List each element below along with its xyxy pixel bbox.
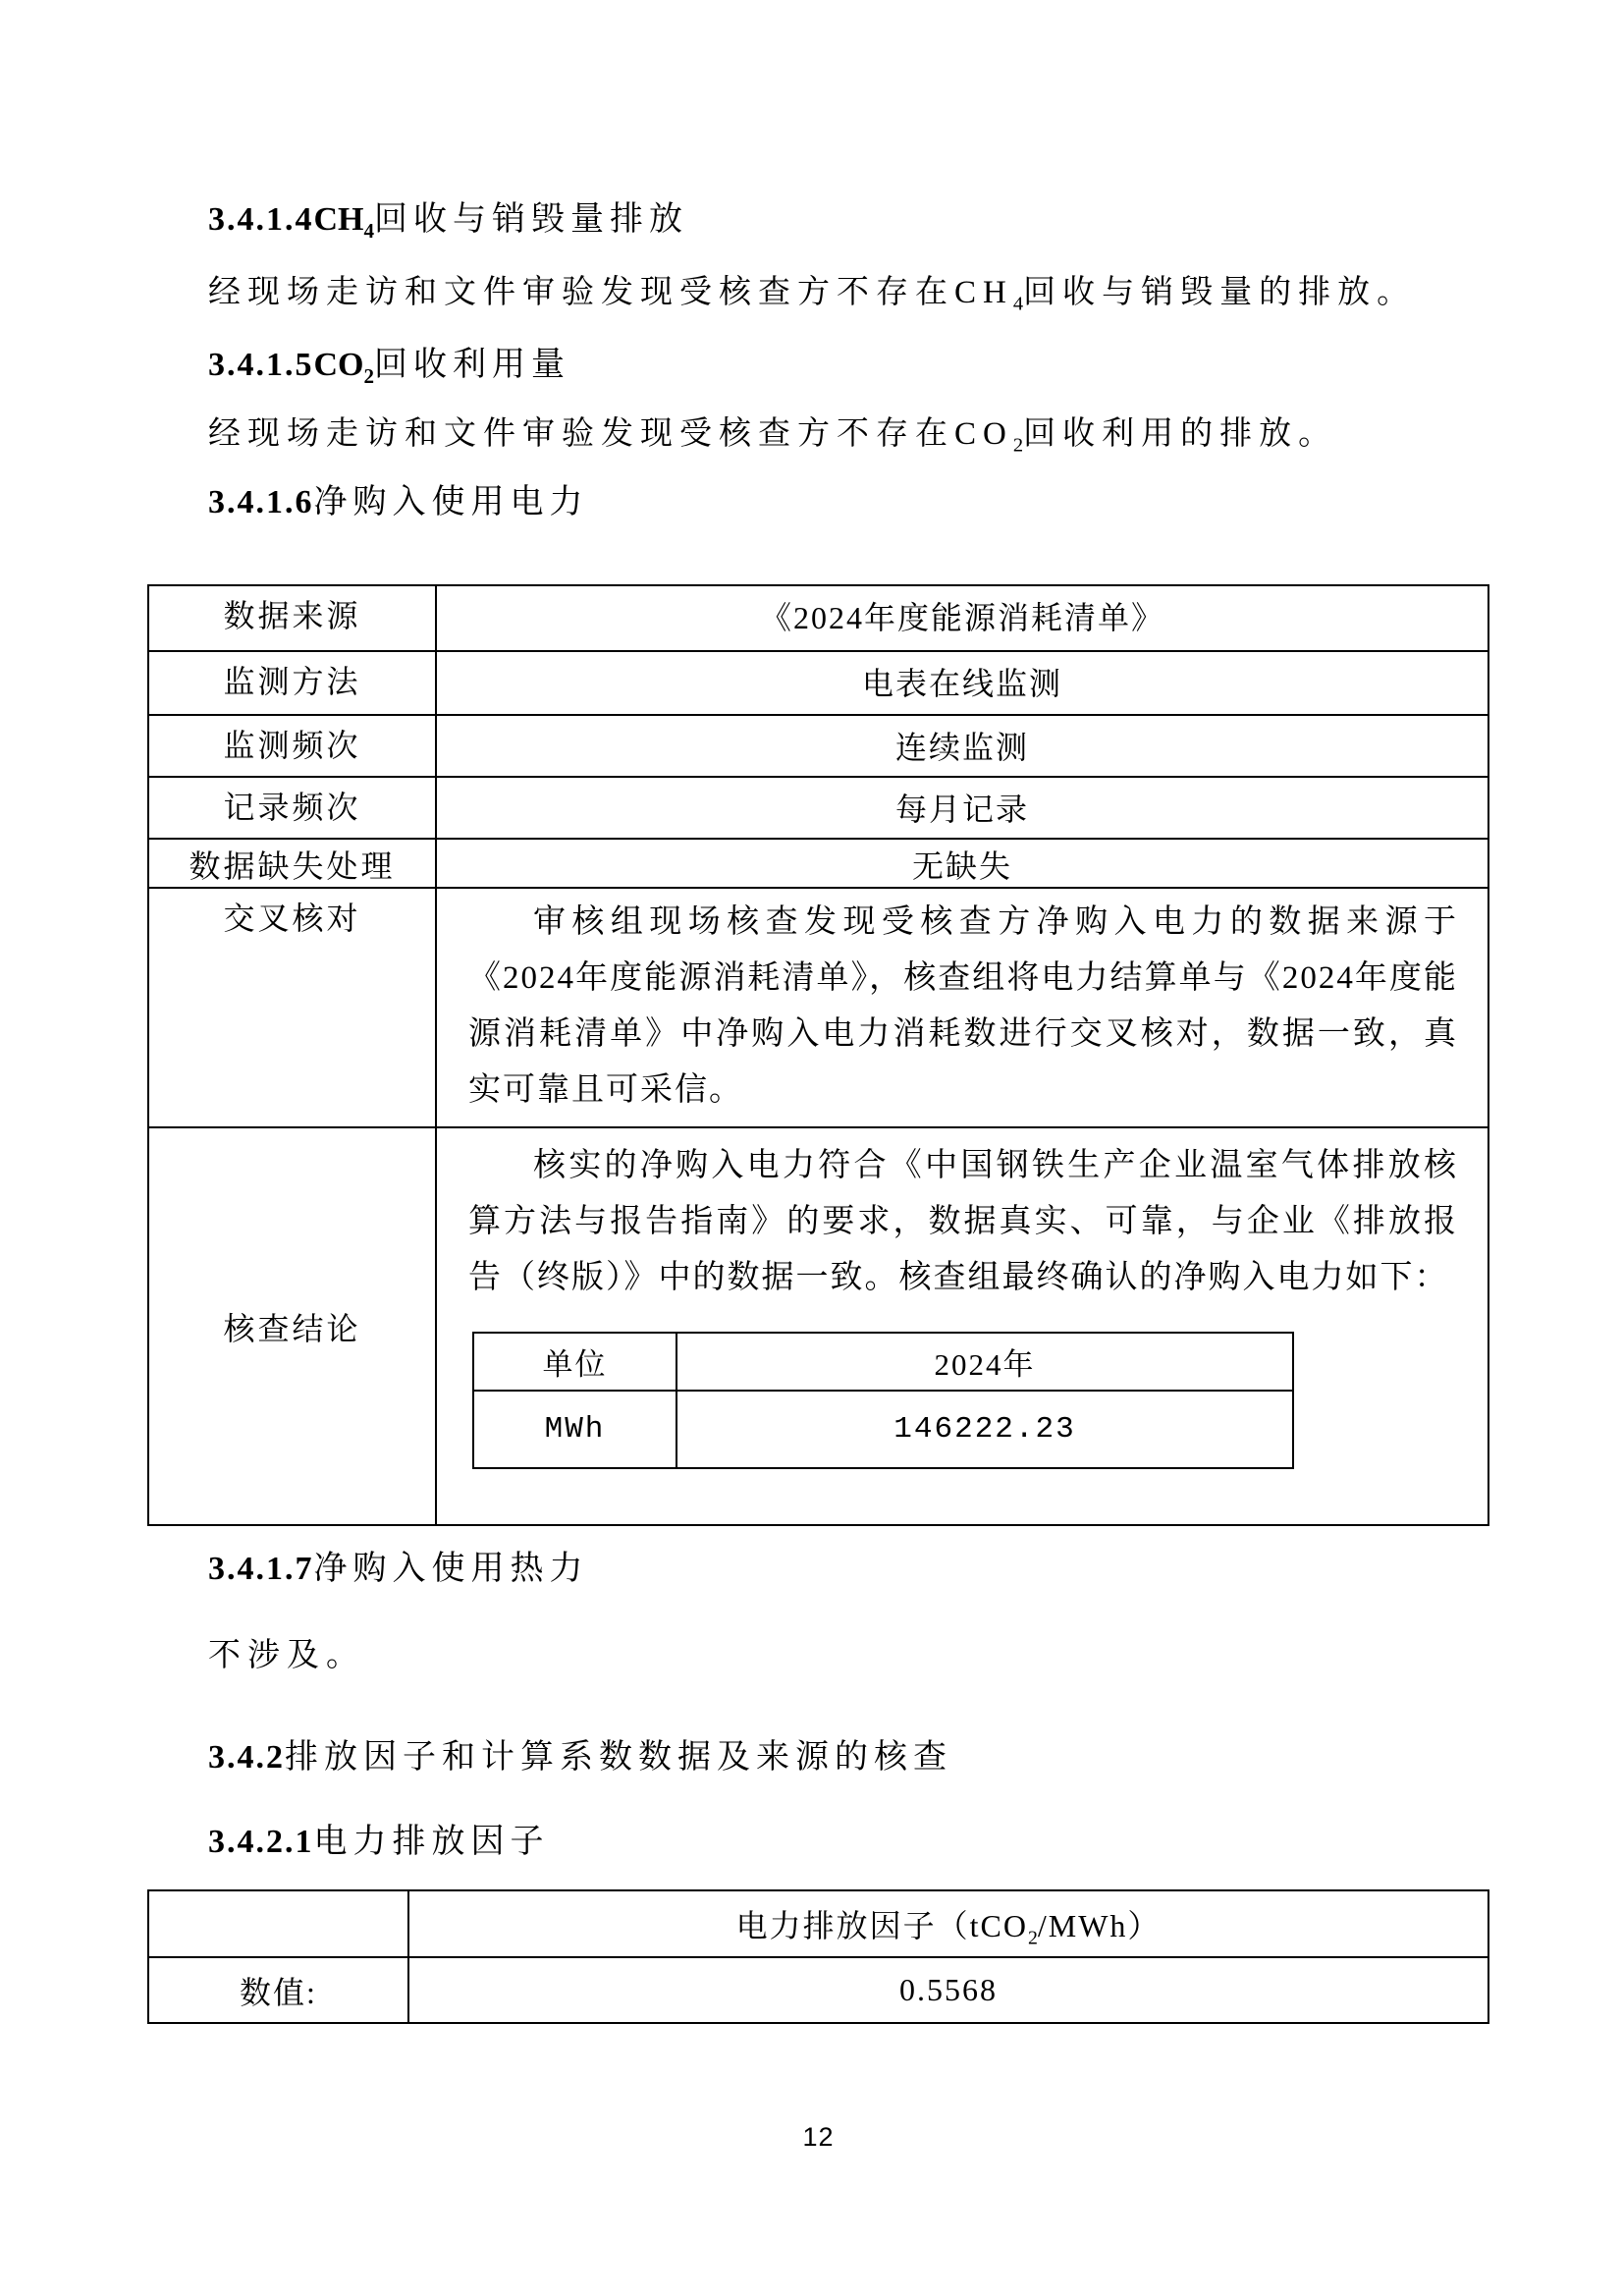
formula-subscript: 2 — [1012, 434, 1024, 457]
electricity-monitoring-table — [147, 584, 1489, 1526]
row-value: 每月记录 — [436, 777, 1488, 839]
heading-number: 3.4.2 — [208, 1739, 285, 1776]
row-label: 交叉核对 — [148, 888, 436, 1127]
conclusion-text: 核实的净购入电力符合《中国钢铁生产企业温室气体排放核算方法与报告指南》的要求，数据真实、可靠，与企业《排放报告（终版）》中的数据一致。核查组最终确认的净购入电力如下： — [468, 1148, 1458, 1295]
cross-check-text: 审核组现场核查发现受核查方净购入电力的数据来源于《2024年度能源消耗清单》，核查组将电力结算单与《2024年度能源消耗清单》中净购入电力消耗数进行交叉核对，数据一致，真实可靠且可采信。 — [468, 904, 1458, 1108]
header-text: 电力排放因子（tCO — [735, 1908, 1028, 1943]
table-row-conclusion — [148, 1127, 1488, 1525]
heading-title: 排放因子和计算系数数据及来源的核查 — [285, 1739, 952, 1776]
chemical-formula: CH — [313, 201, 364, 238]
heading-title: 电力排放因子 — [313, 1824, 550, 1860]
table-row — [148, 651, 1488, 715]
heading-number: 3.4.1.7 — [208, 1551, 314, 1587]
table-row — [148, 585, 1488, 651]
conclusion-cell — [436, 1127, 1488, 1525]
heading-3-4-1-4 — [208, 196, 1489, 244]
heading-title: 回收利用量 — [374, 347, 571, 383]
row-label: 记录频次 — [148, 777, 436, 839]
unit-header: 单位 — [473, 1333, 676, 1391]
table-row — [473, 1391, 1293, 1468]
electricity-amount: 146222.23 — [676, 1391, 1293, 1468]
table-row — [148, 839, 1488, 888]
cross-check-cell — [436, 888, 1488, 1127]
row-value: 《2024年度能源消耗清单》 — [436, 585, 1488, 651]
row-label: 监测频次 — [148, 715, 436, 777]
heading-number: 3.4.1.6 — [208, 484, 314, 520]
header-text: /MWh） — [1037, 1908, 1162, 1943]
paragraph-text: 经现场走访和文件审验发现受核查方不存在CH — [208, 275, 1013, 310]
table-row — [473, 1333, 1293, 1391]
table-row — [148, 1890, 1488, 1957]
row-label: 数据缺失处理 — [148, 839, 436, 888]
heading-number: 3.4.1.5 — [208, 347, 314, 383]
table-row — [148, 715, 1488, 777]
table-row — [148, 1957, 1488, 2023]
paragraph-co2-finding — [208, 410, 1489, 458]
heading-3-4-1-6 — [208, 479, 1489, 526]
heading-3-4-1-7 — [208, 1546, 1489, 1593]
row-label: 核查结论 — [148, 1127, 436, 1525]
table-row-cross-check — [148, 888, 1488, 1127]
row-label: 数值: — [148, 1957, 408, 2023]
heading-number: 3.4.2.1 — [208, 1824, 314, 1860]
formula-subscript: 4 — [1012, 293, 1024, 315]
formula-subscript: 4 — [363, 218, 375, 243]
row-value: 无缺失 — [436, 839, 1488, 888]
row-value: 电表在线监测 — [436, 651, 1488, 715]
formula-subscript: 2 — [363, 363, 375, 388]
paragraph-ch4-finding — [208, 269, 1489, 316]
paragraph-not-applicable: 不涉及。 — [208, 1638, 365, 1673]
row-value: 连续监测 — [436, 715, 1488, 777]
heading-3-4-2 — [208, 1734, 1489, 1781]
row-label: 监测方法 — [148, 651, 436, 715]
unit-value: MWh — [473, 1391, 676, 1468]
table-row — [148, 777, 1488, 839]
heading-title: 净购入使用热力 — [313, 1551, 589, 1587]
empty-cell — [148, 1890, 408, 1957]
formula-subscript: 2 — [1027, 1927, 1038, 1949]
page-number: 12 — [802, 2122, 835, 2152]
heading-3-4-2-1 — [208, 1819, 1489, 1866]
paragraph-text: 回收与销毁量的排放。 — [1023, 275, 1417, 310]
year-header: 2024年 — [676, 1333, 1293, 1391]
net-purchased-electricity-table — [472, 1332, 1294, 1469]
paragraph-text: 经现场走访和文件审验发现受核查方不存在CO — [208, 416, 1013, 452]
heading-3-4-1-5 — [208, 342, 1489, 389]
heading-title: 回收与销毁量排放 — [374, 201, 689, 238]
heading-number: 3.4.1.4 — [208, 201, 314, 238]
emission-factor-table — [147, 1889, 1489, 2024]
chemical-formula: CO — [313, 347, 364, 383]
row-label: 数据来源 — [148, 585, 436, 651]
emission-factor-value: 0.5568 — [408, 1957, 1488, 2023]
paragraph-text: 回收利用的排放。 — [1023, 416, 1338, 452]
emission-factor-header — [408, 1890, 1488, 1957]
heading-title: 净购入使用电力 — [313, 484, 589, 520]
